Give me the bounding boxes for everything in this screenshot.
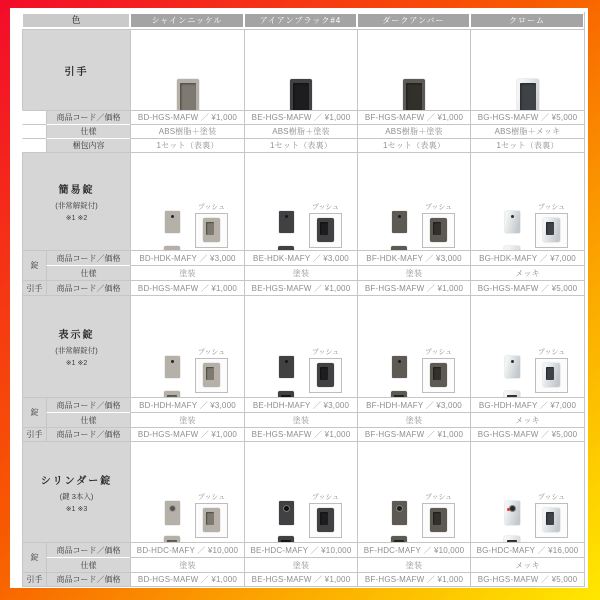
push-thumbnail xyxy=(307,493,344,538)
push-label: プッシュ xyxy=(311,348,340,356)
handle-recess xyxy=(293,83,309,110)
pull-handle-image xyxy=(403,79,425,110)
lock-plate-image xyxy=(392,211,407,233)
product-image-cell xyxy=(130,152,244,250)
pull-handle-image xyxy=(290,79,312,110)
handle-recess xyxy=(394,250,404,251)
push-lock-image xyxy=(543,508,560,532)
value-cell: ABS樹脂＋塗装 xyxy=(130,124,244,138)
handle-recess xyxy=(507,250,517,251)
push-thumbnail xyxy=(307,203,344,248)
pull-handle-image xyxy=(278,536,294,542)
table-row xyxy=(22,572,584,586)
pull-handle-image xyxy=(164,246,180,251)
row-label-code-price: 商品コード／価格 xyxy=(46,542,130,557)
row-label-spec: 仕様 xyxy=(46,265,130,280)
cylinder-plate-image xyxy=(279,501,294,525)
handle-recess xyxy=(180,83,196,110)
push-lock-image xyxy=(317,363,334,387)
header-col-iron-black: アイアンブラック#4 xyxy=(244,12,357,29)
section-title-cylinder: シリンダー錠 (鍵 3本入) ※1 ※3 xyxy=(22,441,130,542)
cylinder-plate-image xyxy=(165,501,180,525)
product-spec-table xyxy=(22,12,585,587)
value-cell: 塗装 xyxy=(244,412,357,427)
value-cell: BD-HGS-MAFW ／ ¥1,000 xyxy=(130,110,244,124)
push-button-icon xyxy=(320,367,328,380)
value-cell: BG-HDC-MAFY ／ ¥16,000 xyxy=(470,542,584,557)
cylinder-plate-image xyxy=(505,501,520,525)
handle-recess xyxy=(406,83,422,110)
push-box xyxy=(535,213,568,248)
value-cell: BD-HDC-MAFY ／ ¥10,000 xyxy=(130,542,244,557)
header-col-dark-amber: ダークアンバー xyxy=(357,12,470,29)
value-cell: ABS樹脂＋メッキ xyxy=(470,124,584,138)
handle-recess xyxy=(394,395,404,398)
group-label-lock: 錠 xyxy=(22,542,46,572)
handle-recess xyxy=(507,395,517,398)
push-lock-image xyxy=(203,363,220,387)
pull-handle-image xyxy=(391,246,407,251)
push-label: プッシュ xyxy=(424,348,453,356)
pull-handle-image xyxy=(278,246,294,251)
value-cell: BE-HGS-MAFW ／ ¥1,000 xyxy=(244,280,357,295)
push-thumbnail xyxy=(193,348,230,393)
value-cell: ABS樹脂＋塗装 xyxy=(357,124,470,138)
push-box xyxy=(535,503,568,538)
push-box xyxy=(309,503,342,538)
push-thumbnail xyxy=(420,348,457,393)
push-label: プッシュ xyxy=(197,348,226,356)
push-label: プッシュ xyxy=(537,348,566,356)
product-image-cell xyxy=(357,441,470,542)
value-cell: BE-HGS-MAFW ／ ¥1,000 xyxy=(244,427,357,441)
product-image-cell xyxy=(470,29,584,110)
push-lock-image xyxy=(317,218,334,242)
product-image-cell xyxy=(470,152,584,250)
push-button-icon xyxy=(546,512,554,525)
table-row xyxy=(22,397,584,412)
push-box xyxy=(422,358,455,393)
group-label-lock: 錠 xyxy=(22,250,46,280)
value-cell: BE-HGS-MAFW ／ ¥1,000 xyxy=(244,572,357,586)
push-thumbnail xyxy=(420,203,457,248)
push-box xyxy=(195,358,228,393)
table-row xyxy=(22,265,584,280)
section-title-hikite: 引手 xyxy=(22,29,130,110)
handle-recess xyxy=(281,250,291,251)
section-cylinder-image-row xyxy=(22,441,584,542)
value-cell: BE-HDC-MAFY ／ ¥10,000 xyxy=(244,542,357,557)
push-button-icon xyxy=(206,512,214,525)
value-cell: 塗装 xyxy=(244,557,357,572)
section-hikite-image-row xyxy=(22,29,584,110)
push-thumbnail xyxy=(533,348,570,393)
push-box xyxy=(195,213,228,248)
row-label-spec: 仕様 xyxy=(46,412,130,427)
value-cell: 塗装 xyxy=(130,557,244,572)
handle-recess xyxy=(167,250,177,251)
keyhole-icon xyxy=(396,505,403,512)
pull-handle-image xyxy=(391,391,407,398)
push-button-icon xyxy=(206,367,214,380)
push-button-icon xyxy=(433,222,441,235)
thumbturn-dot-icon xyxy=(511,360,514,363)
push-button-icon xyxy=(433,367,441,380)
cylinder-plate-image xyxy=(392,501,407,525)
pull-handle-image xyxy=(164,536,180,542)
group-label-handle: 引手 xyxy=(22,572,46,586)
value-cell: メッキ xyxy=(470,557,584,572)
push-button-icon xyxy=(320,512,328,525)
value-cell: BG-HGS-MAFW ／ ¥5,000 xyxy=(470,427,584,441)
push-box xyxy=(422,503,455,538)
value-cell: 塗装 xyxy=(130,265,244,280)
push-thumbnail xyxy=(533,203,570,248)
product-image-cell xyxy=(244,29,357,110)
push-label: プッシュ xyxy=(424,494,453,501)
value-cell: BD-HGS-MAFW ／ ¥1,000 xyxy=(130,280,244,295)
push-thumbnail xyxy=(193,203,230,248)
value-cell: 塗装 xyxy=(130,412,244,427)
pull-handle-image xyxy=(517,79,539,110)
value-cell: BG-HGS-MAFW ／ ¥5,000 xyxy=(470,110,584,124)
push-button-icon xyxy=(206,222,214,235)
push-lock-image xyxy=(543,363,560,387)
row-label-code-price: 商品コード／価格 xyxy=(46,280,130,295)
section-kanijo-image-row xyxy=(22,152,584,250)
push-label: プッシュ xyxy=(311,203,340,211)
row-label-code-price: 商品コード／価格 xyxy=(46,397,130,412)
value-cell: BD-HDH-MAFY ／ ¥3,000 xyxy=(130,397,244,412)
emergency-red-dot-icon xyxy=(507,508,510,511)
value-cell: メッキ xyxy=(470,412,584,427)
pull-handle-image xyxy=(504,391,520,398)
pull-handle-image xyxy=(164,391,180,398)
header-color-cell xyxy=(22,12,130,29)
push-thumbnail xyxy=(307,348,344,393)
value-cell: 1セット（表裏） xyxy=(130,138,244,152)
product-image-cell xyxy=(470,441,584,542)
push-label: プッシュ xyxy=(197,203,226,211)
color-header-row xyxy=(22,12,584,29)
value-cell: ABS樹脂＋塗装 xyxy=(244,124,357,138)
value-cell: BG-HDK-MAFY ／ ¥7,000 xyxy=(470,250,584,265)
push-label: プッシュ xyxy=(197,494,226,501)
group-label-lock: 錠 xyxy=(22,397,46,427)
handle-recess xyxy=(281,540,291,542)
group-label-handle: 引手 xyxy=(22,427,46,441)
thumbturn-dot-icon xyxy=(398,360,401,363)
pull-handle-image xyxy=(504,536,520,542)
push-box xyxy=(309,358,342,393)
table-row xyxy=(22,557,584,572)
product-image-cell xyxy=(470,295,584,397)
table-row xyxy=(22,138,584,152)
push-thumbnail xyxy=(533,493,570,538)
pull-handle-image xyxy=(391,536,407,542)
row-label-package: 梱包内容 xyxy=(46,138,130,152)
push-box xyxy=(195,503,228,538)
handle-recess xyxy=(167,395,177,398)
push-lock-image xyxy=(430,363,447,387)
push-box xyxy=(309,213,342,248)
push-button-icon xyxy=(320,222,328,235)
header-col-shine-nickel: シャインニッケル xyxy=(130,12,244,29)
table-row xyxy=(22,542,584,557)
value-cell: 塗装 xyxy=(357,412,470,427)
thumbturn-dot-icon xyxy=(171,215,174,218)
product-image-cell xyxy=(244,295,357,397)
header-col-chrome: クローム xyxy=(470,12,584,29)
product-image-cell xyxy=(357,152,470,250)
push-button-icon xyxy=(433,512,441,525)
value-cell: BG-HGS-MAFW ／ ¥5,000 xyxy=(470,280,584,295)
pull-handle-image xyxy=(278,391,294,398)
push-label: プッシュ xyxy=(424,203,453,211)
product-image-cell xyxy=(130,29,244,110)
color-label: 色 xyxy=(23,14,129,27)
thumbturn-dot-icon xyxy=(511,215,514,218)
push-label: プッシュ xyxy=(537,494,566,501)
value-cell: 1セット（表裏） xyxy=(357,138,470,152)
product-image-cell xyxy=(244,152,357,250)
value-cell: BF-HGS-MAFW ／ ¥1,000 xyxy=(357,427,470,441)
lock-plate-image xyxy=(165,356,180,378)
row-label-code-price: 商品コード／価格 xyxy=(46,110,130,124)
value-cell: メッキ xyxy=(470,265,584,280)
value-cell: 塗装 xyxy=(244,265,357,280)
product-image-cell xyxy=(130,295,244,397)
thumbturn-dot-icon xyxy=(171,360,174,363)
row-label-code-price: 商品コード／価格 xyxy=(46,572,130,586)
keyhole-icon xyxy=(283,505,290,512)
value-cell: BE-HDH-MAFY ／ ¥3,000 xyxy=(244,397,357,412)
value-cell: BD-HGS-MAFW ／ ¥1,000 xyxy=(130,427,244,441)
lock-plate-image xyxy=(279,211,294,233)
pull-handle-image xyxy=(504,246,520,251)
table-row xyxy=(22,412,584,427)
handle-recess xyxy=(394,540,404,542)
thumbturn-dot-icon xyxy=(398,215,401,218)
thumbturn-dot-icon xyxy=(285,360,288,363)
pull-handle-image xyxy=(177,79,199,110)
table-row xyxy=(22,280,584,295)
table-row xyxy=(22,427,584,441)
push-button-icon xyxy=(546,367,554,380)
push-lock-image xyxy=(203,508,220,532)
push-lock-image xyxy=(543,218,560,242)
push-lock-image xyxy=(203,218,220,242)
handle-recess xyxy=(507,540,517,542)
row-label-code-price: 商品コード／価格 xyxy=(46,250,130,265)
thumbturn-dot-icon xyxy=(285,215,288,218)
row-label-code-price: 商品コード／価格 xyxy=(46,427,130,441)
value-cell: BF-HGS-MAFW ／ ¥1,000 xyxy=(357,572,470,586)
spacer-cell xyxy=(22,138,46,152)
value-cell: 塗装 xyxy=(357,265,470,280)
value-cell: 塗装 xyxy=(357,557,470,572)
product-image-cell xyxy=(130,441,244,542)
push-lock-image xyxy=(430,218,447,242)
lock-plate-image xyxy=(505,356,520,378)
value-cell: BD-HDK-MAFY ／ ¥3,000 xyxy=(130,250,244,265)
handle-recess xyxy=(520,83,536,110)
table-row xyxy=(22,250,584,265)
content-panel xyxy=(10,8,588,588)
value-cell: BG-HDH-MAFY ／ ¥7,000 xyxy=(470,397,584,412)
push-button-icon xyxy=(546,222,554,235)
section-title-hyojijo: 表示錠 (非常解錠付) ※1 ※2 xyxy=(22,295,130,397)
value-cell: BG-HGS-MAFW ／ ¥5,000 xyxy=(470,572,584,586)
value-cell: BE-HDK-MAFY ／ ¥3,000 xyxy=(244,250,357,265)
push-lock-image xyxy=(317,508,334,532)
value-cell: BF-HDH-MAFY ／ ¥3,000 xyxy=(357,397,470,412)
push-label: プッシュ xyxy=(311,494,340,501)
spacer-cell xyxy=(22,124,46,138)
spacer-cell xyxy=(22,110,46,124)
value-cell: BF-HGS-MAFW ／ ¥1,000 xyxy=(357,280,470,295)
handle-recess xyxy=(281,395,291,398)
section-hyojijo-image-row xyxy=(22,295,584,397)
value-cell: 1セット（表裏） xyxy=(244,138,357,152)
push-box xyxy=(535,358,568,393)
table-row xyxy=(22,110,584,124)
value-cell: BE-HGS-MAFW ／ ¥1,000 xyxy=(244,110,357,124)
product-image-cell xyxy=(244,441,357,542)
row-label-spec: 仕様 xyxy=(46,124,130,138)
push-thumbnail xyxy=(193,493,230,538)
push-lock-image xyxy=(430,508,447,532)
value-cell: BF-HDK-MAFY ／ ¥3,000 xyxy=(357,250,470,265)
lock-plate-image xyxy=(505,211,520,233)
lock-plate-image xyxy=(279,356,294,378)
product-image-cell xyxy=(357,29,470,110)
push-label: プッシュ xyxy=(537,203,566,211)
push-box xyxy=(422,213,455,248)
lock-plate-image xyxy=(392,356,407,378)
value-cell: BF-HDC-MAFY ／ ¥10,000 xyxy=(357,542,470,557)
lock-plate-image xyxy=(165,211,180,233)
product-image-cell xyxy=(357,295,470,397)
value-cell: BD-HGS-MAFW ／ ¥1,000 xyxy=(130,572,244,586)
push-thumbnail xyxy=(420,493,457,538)
table-row xyxy=(22,124,584,138)
value-cell: BF-HGS-MAFW ／ ¥1,000 xyxy=(357,110,470,124)
row-label-spec: 仕様 xyxy=(46,557,130,572)
value-cell: 1セット（表裏） xyxy=(470,138,584,152)
handle-recess xyxy=(167,540,177,542)
section-title-kanijo: 簡易錠 (非常解錠付) ※1 ※2 xyxy=(22,152,130,250)
keyhole-icon xyxy=(169,505,176,512)
group-label-handle: 引手 xyxy=(22,280,46,295)
